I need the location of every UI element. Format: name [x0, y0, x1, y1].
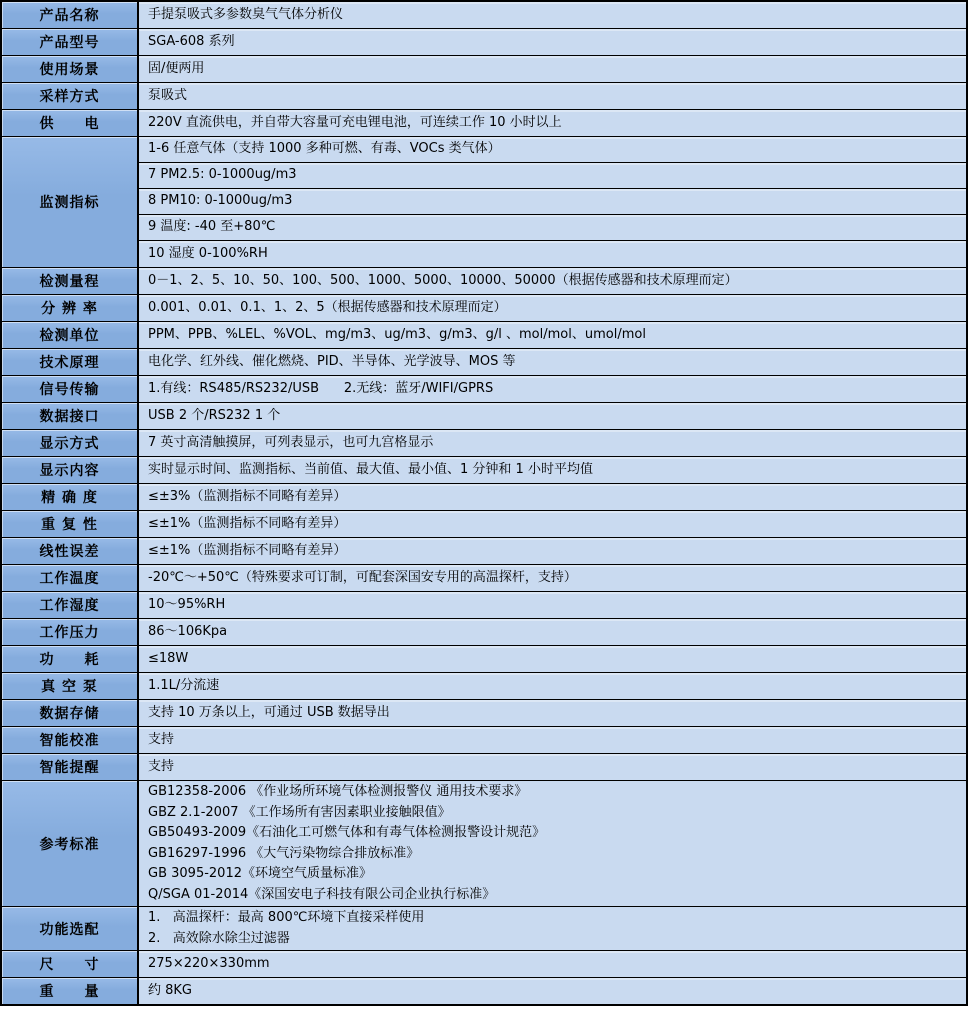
spec-label: 检测单位 — [2, 322, 139, 348]
spec-row — [2, 646, 966, 673]
spec-row — [2, 322, 966, 349]
spec-value-line: ≤±1%（监测指标不同略有差异） — [139, 511, 966, 537]
spec-value — [139, 907, 966, 950]
spec-value-line: 实时显示时间、监测指标、当前值、最大值、最小值、1 分钟和 1 小时平均值 — [139, 457, 966, 483]
spec-value — [139, 322, 966, 348]
spec-value-line: GB50493-2009《石油化工可燃气体和有毒气体检测报警设计规范》 — [148, 825, 546, 841]
spec-value-line: SGA-608 系列 — [139, 29, 966, 55]
spec-label: 真 空 泵 — [2, 673, 139, 699]
spec-value-line: 220V 直流供电，并自带大容量可充电锂电池，可连续工作 10 小时以上 — [139, 110, 966, 136]
spec-row — [2, 951, 966, 978]
spec-value — [139, 83, 966, 109]
spec-row — [2, 137, 966, 268]
spec-value — [139, 268, 966, 294]
spec-value-line: 10 湿度 0-100%RH — [139, 241, 966, 267]
spec-value-line: 9 温度: -40 至+80℃ — [139, 215, 966, 241]
spec-label: 智能提醒 — [2, 754, 139, 780]
spec-label: 重 复 性 — [2, 511, 139, 537]
spec-value-line: 8 PM10: 0-1000ug/m3 — [139, 189, 966, 215]
spec-value-line: 7 PM2.5: 0-1000ug/m3 — [139, 163, 966, 189]
spec-row — [2, 295, 966, 322]
spec-label: 技术原理 — [2, 349, 139, 375]
spec-value — [139, 700, 966, 726]
spec-row — [2, 56, 966, 83]
spec-value-line: 1. 高温探杆：最高 800℃环境下直接采样使用 — [148, 910, 425, 926]
spec-value — [139, 538, 966, 564]
spec-value-line: 电化学、红外线、催化燃烧、PID、半导体、光学波导、MOS 等 — [139, 349, 966, 375]
spec-row — [2, 907, 966, 951]
spec-value-line: PPM、PPB、%LEL、%VOL、mg/m3、ug/m3、g/m3、g/l 、mol/mol、umol/mol — [139, 322, 966, 348]
spec-value — [139, 2, 966, 28]
spec-value — [139, 29, 966, 55]
spec-row — [2, 727, 966, 754]
spec-value-line: 泵吸式 — [139, 83, 966, 109]
spec-value-line: GB12358-2006 《作业场所环境气体检测报警仪 通用技术要求》 — [148, 784, 528, 800]
spec-value-line: USB 2 个/RS232 1 个 — [139, 403, 966, 429]
spec-label: 采样方式 — [2, 83, 139, 109]
spec-row — [2, 268, 966, 295]
spec-row — [2, 700, 966, 727]
spec-label: 尺 寸 — [2, 951, 139, 977]
spec-label: 精 确 度 — [2, 484, 139, 510]
spec-row — [2, 754, 966, 781]
spec-value-line: 1-6 任意气体（支持 1000 多种可燃、有毒、VOCs 类气体） — [139, 137, 966, 163]
spec-value — [139, 781, 966, 906]
spec-label: 分 辨 率 — [2, 295, 139, 321]
spec-row — [2, 511, 966, 538]
spec-value — [139, 592, 966, 618]
spec-value-line: 约 8KG — [139, 978, 966, 1004]
spec-value — [139, 110, 966, 136]
spec-value — [139, 430, 966, 456]
spec-label: 数据接口 — [2, 403, 139, 429]
spec-row — [2, 83, 966, 110]
spec-value-line: ≤±1%（监测指标不同略有差异） — [139, 538, 966, 564]
spec-value-line: 275×220×330mm — [139, 951, 966, 977]
spec-value-line: 0.001、0.01、0.1、1、2、5（根据传感器和技术原理而定） — [139, 295, 966, 321]
spec-value-line: 支持 — [139, 754, 966, 780]
spec-label: 线性误差 — [2, 538, 139, 564]
spec-label: 工作压力 — [2, 619, 139, 645]
spec-row — [2, 484, 966, 511]
spec-label: 工作湿度 — [2, 592, 139, 618]
spec-value-line: ≤18W — [139, 646, 966, 672]
spec-value — [139, 727, 966, 753]
spec-value-line: GB16297-1996 《大气污染物综合排放标准》 — [148, 845, 420, 861]
spec-value — [139, 376, 966, 402]
spec-row — [2, 2, 966, 29]
spec-value-line: 手提泵吸式多参数臭气气体分析仪 — [139, 2, 966, 28]
spec-value-line: 固/便两用 — [139, 56, 966, 82]
spec-value-line: 支持 — [139, 727, 966, 753]
spec-row — [2, 619, 966, 646]
spec-row — [2, 349, 966, 376]
spec-value-line: -20℃～+50℃（特殊要求可订制，可配套深国安专用的高温探杆，支持） — [139, 565, 966, 591]
spec-row — [2, 376, 966, 403]
spec-value — [139, 951, 966, 977]
spec-value — [139, 295, 966, 321]
spec-value-line: 10～95%RH — [139, 592, 966, 618]
spec-row — [2, 592, 966, 619]
spec-value — [139, 457, 966, 483]
spec-value-line: Q/SGA 01-2014《深国安电子科技有限公司企业执行标准》 — [148, 886, 496, 902]
spec-row — [2, 29, 966, 56]
spec-row — [2, 457, 966, 484]
spec-row — [2, 430, 966, 457]
spec-row — [2, 673, 966, 700]
spec-value — [139, 646, 966, 672]
spec-value-line: ≤±3%（监测指标不同略有差异） — [139, 484, 966, 510]
spec-value-line: GB 3095-2012《环境空气质量标准》 — [148, 866, 372, 882]
spec-row — [2, 978, 966, 1004]
spec-value-line: 0－1、2、5、10、50、100、500、1000、5000、10000、50000（根据传感器和技术原理而定） — [139, 268, 966, 294]
spec-label: 智能校准 — [2, 727, 139, 753]
spec-label: 信号传输 — [2, 376, 139, 402]
spec-label: 重 量 — [2, 978, 139, 1004]
spec-label: 显示内容 — [2, 457, 139, 483]
spec-label: 使用场景 — [2, 56, 139, 82]
spec-label: 参考标准 — [2, 781, 139, 906]
spec-row — [2, 781, 966, 907]
spec-value — [139, 349, 966, 375]
spec-value — [139, 511, 966, 537]
spec-value — [139, 137, 966, 267]
spec-label: 显示方式 — [2, 430, 139, 456]
spec-label: 工作温度 — [2, 565, 139, 591]
spec-label: 数据存储 — [2, 700, 139, 726]
spec-value-line: 支持 10 万条以上，可通过 USB 数据导出 — [139, 700, 966, 726]
spec-value — [139, 754, 966, 780]
spec-label: 产品名称 — [2, 2, 139, 28]
spec-value-line: 1.有线：RS485/RS232/USB 2.无线：蓝牙/WIFI/GPRS — [139, 376, 966, 402]
spec-row — [2, 565, 966, 592]
spec-value — [139, 56, 966, 82]
spec-value-line: 86～106Kpa — [139, 619, 966, 645]
spec-label: 监测指标 — [2, 137, 139, 267]
spec-label: 产品型号 — [2, 29, 139, 55]
spec-label: 功能选配 — [2, 907, 139, 950]
spec-value — [139, 484, 966, 510]
spec-row — [2, 538, 966, 565]
spec-label: 供 电 — [2, 110, 139, 136]
spec-value — [139, 619, 966, 645]
spec-label: 功 耗 — [2, 646, 139, 672]
spec-value-line: 2. 高效除水除尘过滤器 — [148, 930, 290, 946]
spec-value-line: 7 英寸高清触摸屏，可列表显示，也可九宫格显示 — [139, 430, 966, 456]
spec-value — [139, 978, 966, 1004]
spec-value-line: GBZ 2.1-2007 《工作场所有害因素职业接触限值》 — [148, 804, 451, 820]
spec-value — [139, 403, 966, 429]
spec-value — [139, 565, 966, 591]
spec-label: 检测量程 — [2, 268, 139, 294]
spec-row — [2, 403, 966, 430]
spec-value-line: 1.1L/分流速 — [139, 673, 966, 699]
spec-row — [2, 110, 966, 137]
spec-value — [139, 673, 966, 699]
